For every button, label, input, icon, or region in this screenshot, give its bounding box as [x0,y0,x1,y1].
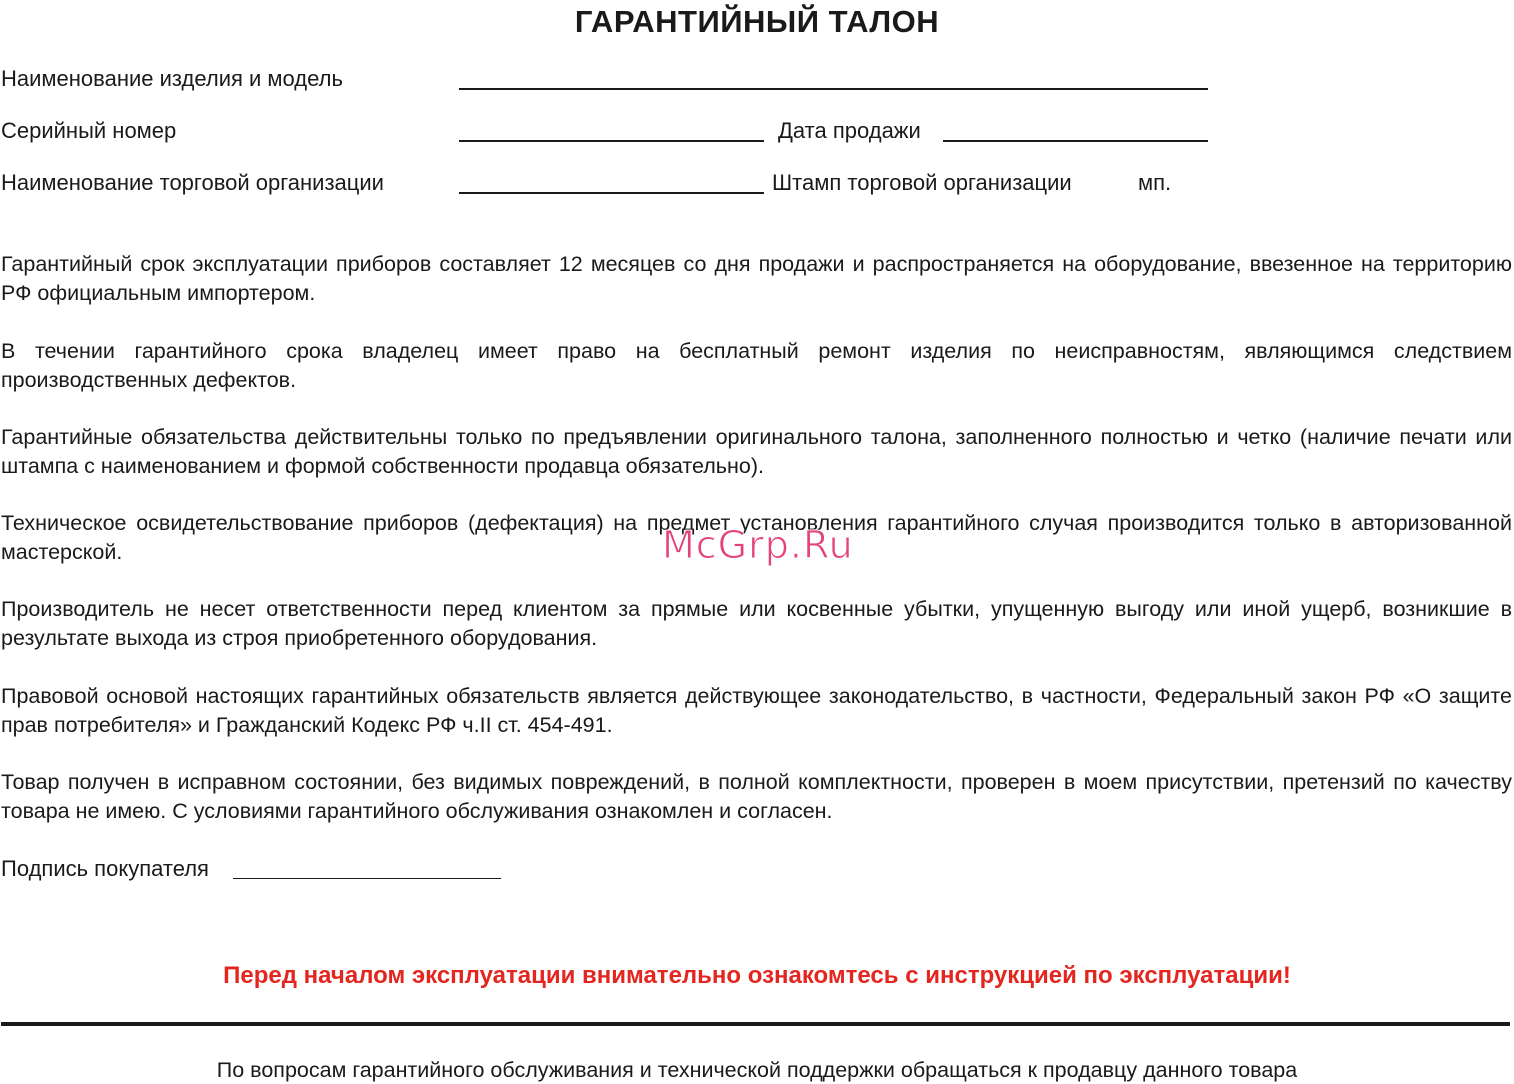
serial-number-line [459,140,764,142]
paragraph-legal-basis: Правовой основой настоящих гарантийных обязательств является действующее законодательство, в частности, Федеральный закон РФ «О защите прав потребителя» и Гражданский Кодекс РФ ч.II ст. 454-491. [1,684,1512,737]
sale-date-label: Дата продажи [778,118,921,143]
sale-date-line [943,140,1208,142]
shop-name-label: Наименование торговой организации [1,170,384,195]
footer-support-note: По вопросам гарантийного обслуживания и технической поддержки обращаться к продавцу данного товара [216,1058,1298,1082]
buyer-signature-line [233,878,501,879]
shop-name-line [459,192,764,194]
serial-number-label: Серийный номер [1,118,177,143]
separator-rule [1,1022,1510,1026]
stamp-place-label: мп. [1138,170,1172,195]
paragraph-liability: Производитель не несет ответственности перед клиентом за прямые или косвенные убытки, упущенную выгоду или иной ущерб, возникшие в результате выхода из строя приобретенного оборудования. [1,597,1512,650]
document-title: ГАРАНТИЙНЫЙ ТАЛОН [574,4,940,39]
paragraph-free-repair: В течении гарантийного срока владелец имеет право на бесплатный ремонт изделия по неисправностям, являющимся следствием производственных дефектов. [1,339,1512,392]
product-name-line [459,88,1208,90]
buyer-signature-label: Подпись покупателя [1,856,209,881]
warning-notice: Перед началом эксплуатации внимательно ознакомтесь с инструкцией по эксплуатации! [223,962,1291,989]
paragraph-coupon-validity: Гарантийные обязательства действительны только по предъявлении оригинального талона, заполненного полностью и четко (наличие печати или штампа с наименованием и формой собственности продавца обязательно). [1,425,1512,478]
product-name-label: Наименование изделия и модель [1,66,343,91]
paragraph-warranty-period: Гарантийный срок эксплуатации приборов составляет 12 месяцев со дня продажи и распространяется на оборудование, ввезенное на территорию РФ официальным импортером. [1,252,1512,305]
watermark-logo: McGrp.Ru [662,523,854,567]
paragraph-inspection: Техническое освидетельствование приборов (дефектация) на предмет установления гарантийного случая производится только в авторизованной мастерской. [1,511,1512,564]
paragraph-acceptance: Товар получен в исправном состоянии, без видимых повреждений, в полной комплектности, проверен в моем присутствии, претензий по качеству товара не имею. С условиями гарантийного обслуживания ознакомлен и согласен. [1,770,1512,823]
stamp-label: Штамп торговой организации [772,170,1072,195]
